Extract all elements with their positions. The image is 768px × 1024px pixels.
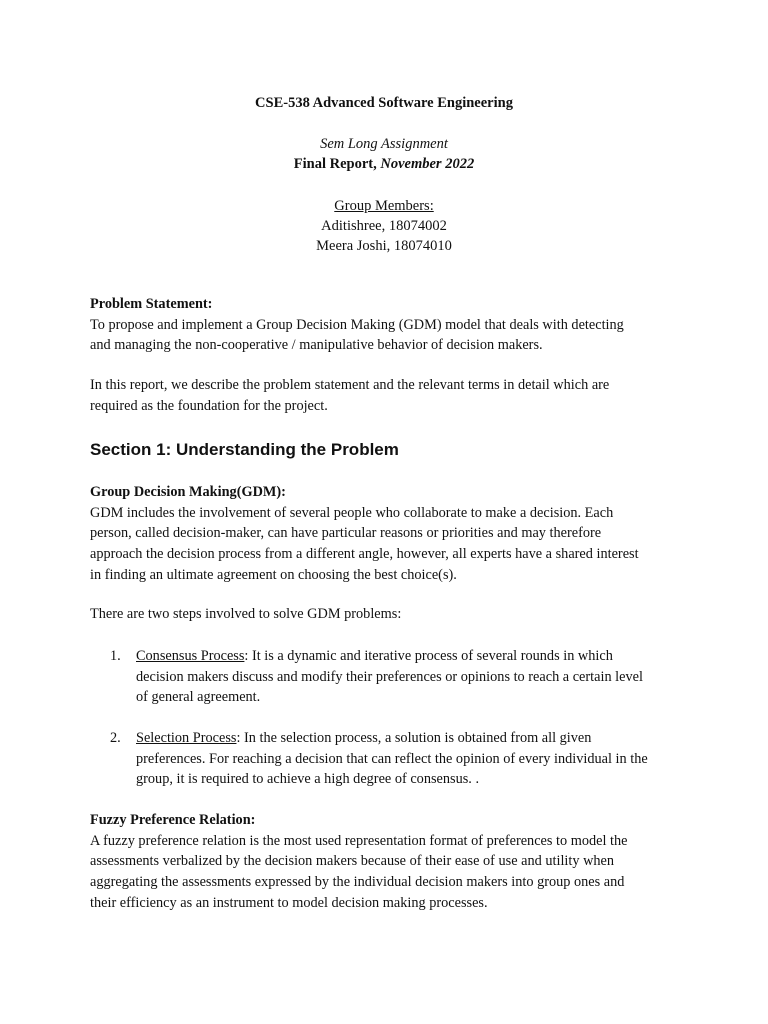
intro-line-1: In this report, we describe the problem statement and the relevant terms in detail which are	[90, 377, 610, 393]
intro-line-2: required as the foundation for the project.	[90, 397, 328, 414]
gdm-paragraph	[90, 482, 690, 586]
gdm-heading: Group Decision Making(GDM):	[90, 484, 286, 500]
assignment-type: Sem Long Assignment	[320, 136, 448, 152]
list-item-rest: : It is a dynamic and iterative process of several rounds in which	[244, 648, 613, 664]
report-label: Final Report,	[293, 156, 381, 172]
gdm-line-3: approach the decision process from a different angle, however, all experts have a shared interest	[90, 546, 639, 563]
problem-line-2: and managing the non-cooperative / manipulative behavior of decision makers.	[90, 337, 543, 354]
problem-statement	[90, 294, 690, 356]
gdm-line-1: GDM includes the involvement of several people who collaborate to make a decision. Each	[90, 504, 614, 521]
list-item-line: of general agreement.	[136, 689, 261, 706]
fuzzy-line-1: A fuzzy preference relation is the most used representation format of preferences to model the	[90, 832, 628, 849]
list-item-term: Consensus Process	[136, 648, 245, 664]
fuzzy-paragraph	[90, 810, 690, 914]
list-item-first-line	[136, 646, 643, 667]
steps-intro	[90, 604, 690, 625]
report-line	[0, 154, 768, 174]
report-date: November 2022	[380, 156, 475, 172]
steps-intro-text: There are two steps involved to solve GDM problems:	[90, 606, 402, 622]
list-item-term: Selection Process	[136, 730, 237, 746]
fuzzy-line-3: aggregating the assessments expressed by the individual decision makers into group ones and	[90, 874, 625, 891]
list-number: 2.	[110, 730, 121, 746]
problem-line-1: To propose and implement a Group Decision Making (GDM) model that deals with detecting	[90, 316, 624, 333]
members-label: Group Members:	[334, 198, 434, 214]
list-item-body	[136, 728, 648, 790]
course-title: CSE-538 Advanced Software Engineering	[255, 95, 513, 111]
member-2: Meera Joshi, 18074010	[316, 238, 452, 254]
gdm-line-2: person, called decision-maker, can have particular reasons or priorities and may therefore	[90, 525, 602, 542]
list-item-line: group, it is required to achieve a high degree of consensus. .	[136, 771, 480, 788]
list-number: 1.	[110, 648, 121, 664]
fuzzy-heading: Fuzzy Preference Relation:	[90, 812, 256, 828]
member-1: Aditishree, 18074002	[321, 218, 447, 234]
problem-heading: Problem Statement:	[90, 296, 213, 312]
list-item-first-line	[136, 728, 648, 749]
gdm-line-4: in finding an ultimate agreement on choosing the best choice(s).	[90, 566, 457, 583]
fuzzy-line-2: assessments verbalized by the decision makers because of their ease of use and utility when	[90, 853, 615, 870]
section-heading: Section 1: Understanding the Problem	[90, 440, 399, 459]
list-item-line: preferences. For reaching a decision that can reflect the opinion of every individual in the	[136, 750, 648, 767]
list-item-line: decision makers discuss and modify their preferences or opinions to reach a certain level	[136, 668, 643, 685]
list-item-body	[136, 646, 643, 708]
fuzzy-line-4: their efficiency as an instrument to model decision making processes.	[90, 894, 488, 911]
list-item-rest: : In the selection process, a solution is obtained from all given	[236, 730, 592, 746]
intro-paragraph	[90, 375, 690, 416]
